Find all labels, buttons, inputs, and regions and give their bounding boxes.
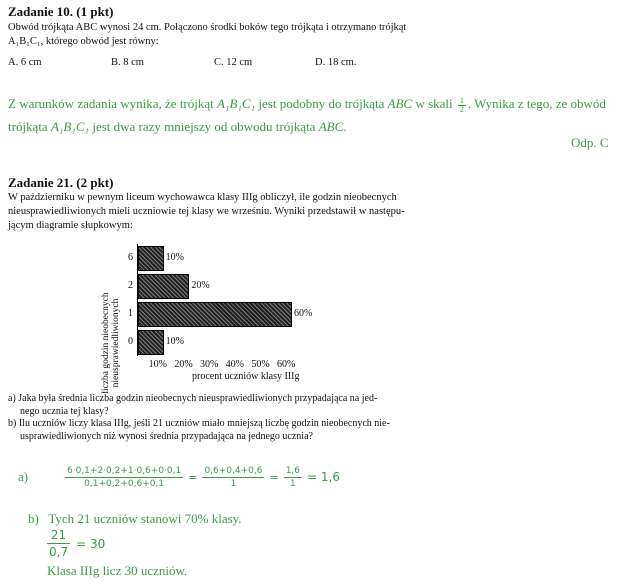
chart-bar-label-0: 10% [165, 336, 184, 347]
task21-solution-a [18, 460, 340, 494]
chart-bar-1 [138, 302, 292, 327]
task21-intro [8, 191, 428, 233]
task10-option-d: D. 18 cm. [315, 57, 357, 68]
task21-questions [8, 393, 428, 443]
task10-option-a: A. 6 cm [8, 57, 42, 68]
chart-ytick-1: 1 [128, 308, 133, 319]
chart-bar-2 [138, 274, 189, 299]
solution-a-eq2: = [269, 470, 279, 484]
chart-xlabel: procent uczniów klasy IIIg [192, 371, 300, 382]
chart-ytick-2: 2 [128, 280, 133, 291]
chart-bar-label-2: 20% [191, 280, 210, 291]
task10-question [8, 21, 608, 49]
task10-question-line1: Obwód trójkąta ABC wynosi 24 cm. Połączono środki boków tego trójkąta i otrzymano trójkąt [8, 22, 407, 33]
task10-question-line2: A₁B₁C₁, którego obwód jest równy: [8, 36, 159, 47]
task10-solution-line2: trójkąta A₁B₁C₁ jest dwa razy mniejszy od obwodu trójkąta ABC. [8, 118, 347, 134]
question-a-line2: nego ucznia tej klasy? [20, 405, 109, 417]
question-b-line2: usprawiedliwionych niż wynosi średnia przypadająca na jednego ucznia? [20, 430, 313, 442]
task21-title: Zadanie 21. (2 pkt) [8, 175, 114, 190]
chart-xtick-1: 10% [148, 359, 167, 370]
task10-solution [8, 95, 623, 136]
chart-xtick-2: 20% [174, 359, 193, 370]
chart-xtick-5: 50% [251, 359, 270, 370]
solution-b-line3: Klasa IIIg licz 30 uczniów. [47, 563, 188, 578]
task10-option-b: B. 8 cm [111, 57, 144, 68]
chart-bar-6 [138, 246, 164, 271]
chart-ylabel-line2: nieusprawiedliwionych [111, 298, 121, 388]
task21-intro-line2: nieusprawiedliwionych mieli uczniowie tej klasy we wrześniu. Wyniki przedstawił w następu- [8, 206, 405, 217]
question-a-line1: a) Jaka była średnia liczba godzin nieobecnych nieusprawiedliwionych przypadająca na jed- [8, 393, 378, 404]
bar-chart [96, 236, 336, 394]
chart-bar-label-1: 60% [294, 308, 313, 319]
chart-xtick-6: 60% [277, 359, 296, 370]
chart-ytick-6: 6 [128, 252, 133, 263]
chart-bar-0 [138, 330, 164, 355]
solution-a-fraction3: $\frac{1,6}{1}$ [285, 465, 301, 489]
chart-bar-label-6: 10% [165, 252, 184, 263]
chart-ytick-0: 0 [128, 336, 133, 347]
chart-ylabel [101, 286, 121, 396]
chart-ylabel-line1: liczba godzin nieobecnych [101, 292, 111, 394]
task21-intro-line3: jącym diagramie słupkowym: [8, 220, 133, 231]
task10-option-c: C. 12 cm [214, 57, 253, 68]
chart-xtick-3: 30% [200, 359, 219, 370]
solution-b-fraction: $\frac{21}{0,7}$ [49, 528, 69, 559]
solution-a-fraction2: $\frac{0,6+0,4+0,6}{1}$ [204, 465, 263, 489]
task10-title: Zadanie 10. (1 pkt) [8, 4, 114, 19]
solution-a-label: a) [18, 469, 29, 484]
solution-a-fraction1: $\frac{6\cdot 0,1+2\cdot 0,2+1\cdot 0,6+0\cdot 0,1}{0,1+0,2+0,6+0,1}$ [67, 465, 182, 489]
chart-plot-area [128, 244, 337, 370]
solution-b-fraction-row [47, 527, 105, 560]
chart-xtick-4: 40% [225, 359, 244, 370]
solution-b-result: = 30 [76, 536, 106, 551]
question-b-line1: b) Ilu uczniów liczy klasa IIIg, jeśli 21 uczniów miało mniejszą liczbę godzin nieobecnych nie- [8, 418, 390, 429]
scale-fraction: $\frac{1}{2}$ [459, 95, 464, 114]
solution-b-line1: b) Tych 21 uczniów stanowi 70% klasy. [28, 511, 242, 526]
task10-answer: Odp. C [571, 135, 609, 150]
task10-solution-line1: Z warunków zadania wynika, że trójkąt A₁B₁C₁ jest podobny do trójkąta ABC w skali $\frac{1}{2}$ . Wynika z tego, ze obwód [8, 95, 606, 114]
solution-a-result: = 1,6 [307, 470, 340, 484]
task21-intro-line1: W październiku w pewnym liceum wychowawca klasy IIIg obliczył, ile godzin nieobecnych [8, 192, 397, 203]
solution-a-eq1: = [188, 470, 198, 484]
